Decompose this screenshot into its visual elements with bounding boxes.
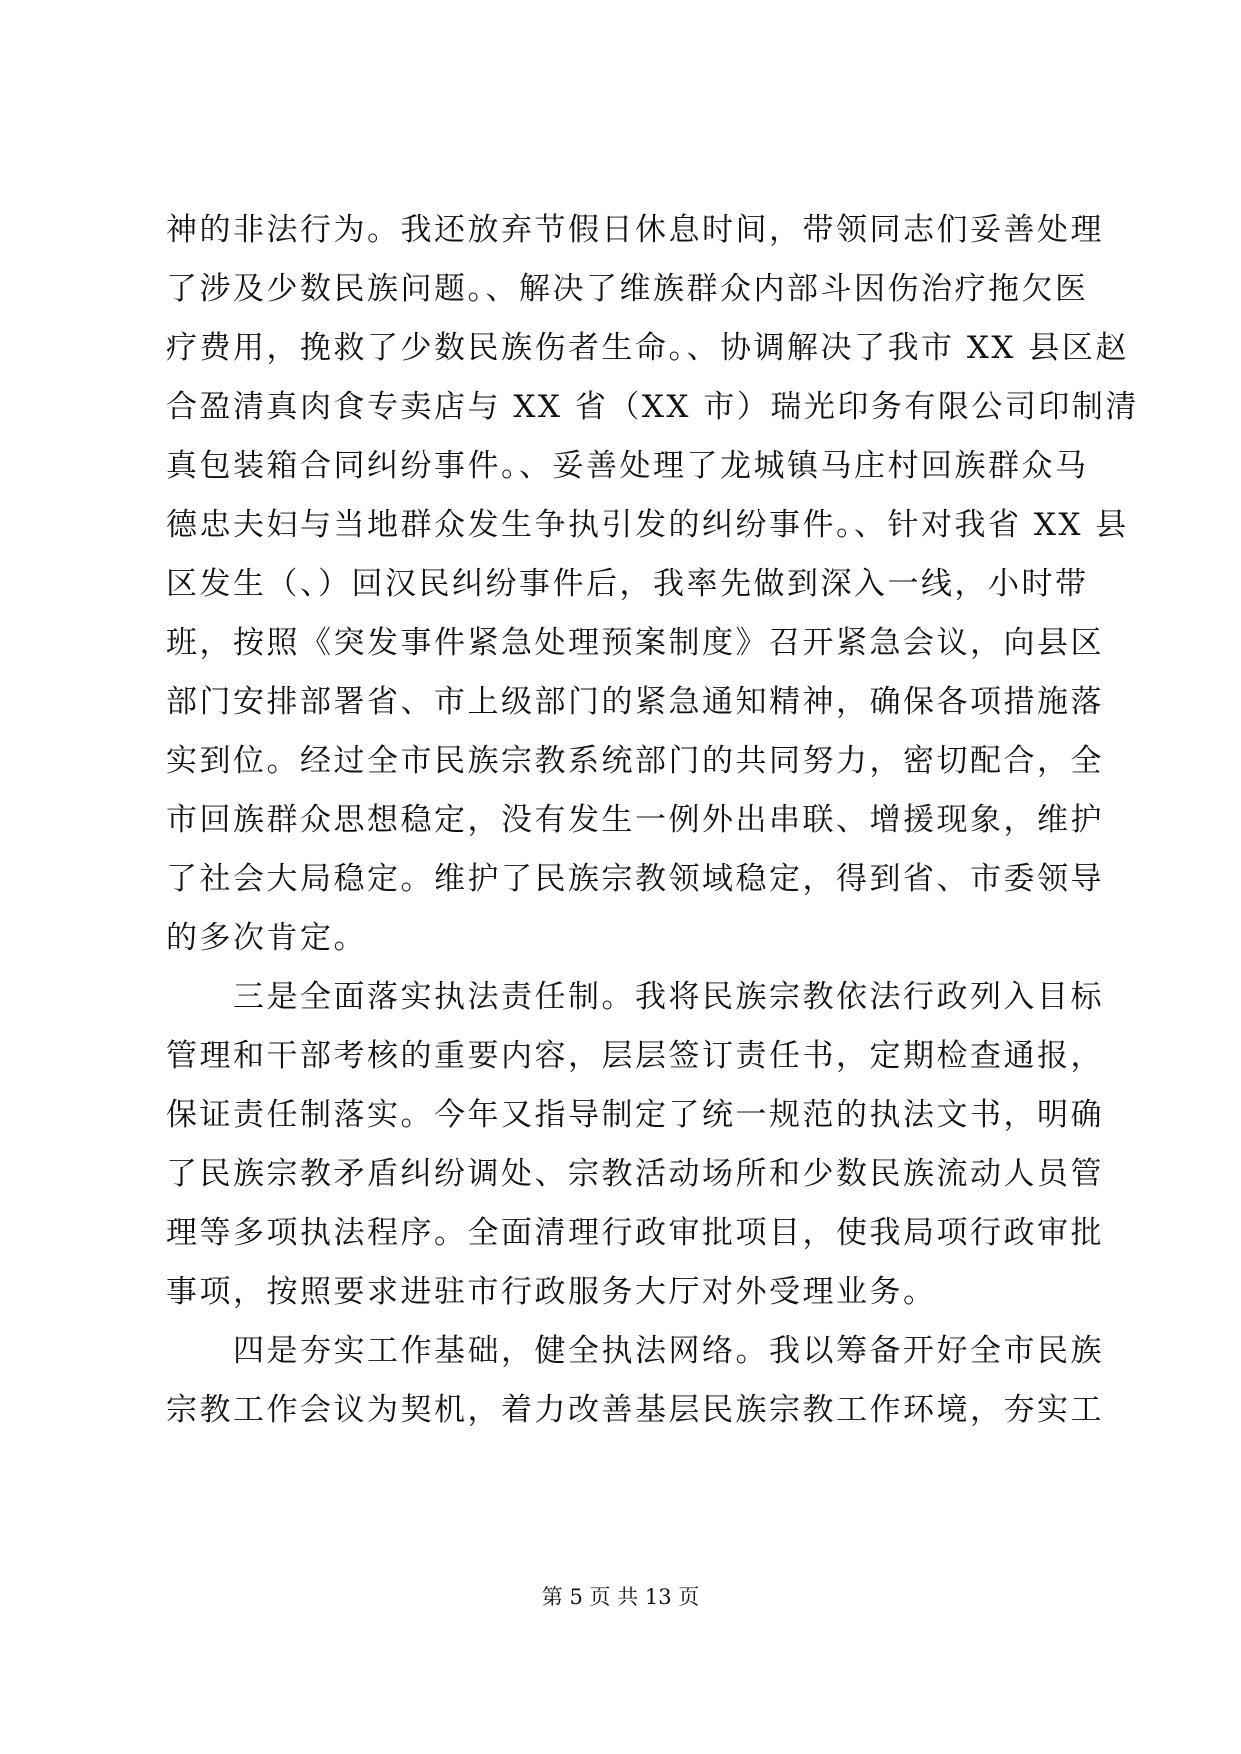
text-line: 真包装箱合同纠纷事件。、妥善处理了龙城镇马庄村回族群众马 — [166, 448, 1089, 484]
text-line: 实到位。经过全市民族宗教系统部门的共同努力，密切配合，全 — [166, 743, 1104, 779]
text-line: 的多次肯定。 — [166, 920, 367, 956]
text-line: 区发生（、）回汉民纠纷事件后，我率先做到深入一线，小时带 — [166, 566, 1089, 602]
text-line: 宗教工作会议为契机，着力改善基层民族宗教工作环境，夯实工 — [166, 1392, 1104, 1428]
paragraph-start-line: 三是全面落实执法责任制。我将民族宗教依法行政列入目标 — [166, 979, 1104, 1015]
text-line: 德忠夫妇与当地群众发生争执引发的纠纷事件。、针对我省 XX 县 — [166, 507, 1129, 543]
text-line: 理等多项执法程序。全面清理行政审批项目，使我局项行政审批 — [166, 1215, 1104, 1251]
text-line: 了涉及少数民族问题。、解决了维族群众内部斗因伤治疗拖欠医 — [166, 271, 1089, 307]
text-line: 神的非法行为。我还放弃节假日休息时间，带领同志们妥善处理 — [166, 212, 1104, 248]
text-line: 了民族宗教矛盾纠纷调处、宗教活动场所和少数民族流动人员管 — [166, 1156, 1104, 1192]
text-line: 合盈清真肉食专卖店与 XX 省（XX 市）瑞光印务有限公司印制清 — [166, 389, 1139, 425]
text-line: 部门安排部署省、市上级部门的紧急通知精神，确保各项措施落 — [166, 684, 1104, 720]
text-line: 班，按照《突发事件紧急处理预案制度》召开紧急会议，向县区 — [166, 625, 1104, 661]
text-line: 了社会大局稳定。维护了民族宗教领域稳定，得到省、市委领导 — [166, 861, 1104, 897]
text-line: 保证责任制落实。今年又指导制定了统一规范的执法文书，明确 — [166, 1097, 1104, 1133]
paragraph-start-line: 四是夯实工作基础，健全执法网络。我以筹备开好全市民族 — [166, 1333, 1104, 1369]
text-line: 管理和干部考核的重要内容，层层签订责任书，定期检查通报， — [166, 1038, 1104, 1074]
text-line: 事项，按照要求进驻市行政服务大厅对外受理业务。 — [166, 1274, 937, 1310]
page-footer: 第 5 页 共 13 页 — [541, 1585, 700, 1609]
text-line: 市回族群众思想稳定，没有发生一例外出串联、增援现象，维护 — [166, 802, 1104, 838]
text-line: 疗费用，挽救了少数民族伤者生命。、协调解决了我市 XX 县区赵 — [166, 330, 1129, 366]
